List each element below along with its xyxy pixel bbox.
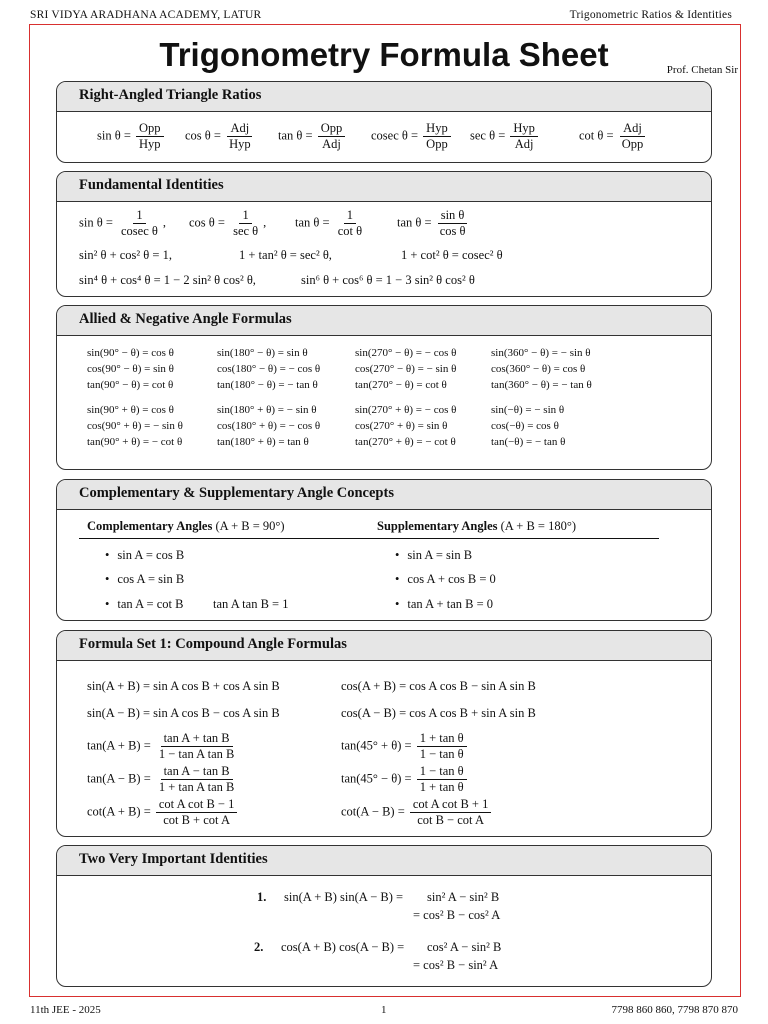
reciprocal-1 <box>79 208 166 239</box>
ratio-2 <box>185 121 256 152</box>
ratio-3-frac <box>318 121 346 152</box>
allied-heading: Allied & Negative Angle Formulas <box>57 306 711 336</box>
compound-frac-2-1-frac <box>156 764 237 795</box>
compound-frac-3-2-frac <box>410 797 491 828</box>
compound-box <box>56 630 712 837</box>
comp-item-2: • cos A = sin B <box>105 572 184 587</box>
ratio-3 <box>278 121 347 152</box>
ratios-content <box>57 112 711 162</box>
compound-frac-1-1-frac-num: tan A + tan B <box>161 731 233 747</box>
supp-item-2: • cos A + cos B = 0 <box>395 572 496 587</box>
allied-minus-r1-c1: sin(90° − θ) = cos θ <box>87 347 174 359</box>
comp-extra: tan A tan B = 1 <box>213 597 289 611</box>
reciprocal-1-tail: , <box>162 215 166 230</box>
footer-class: 11th JEE - 2025 <box>30 1004 101 1016</box>
ratio-6-frac <box>619 121 647 152</box>
reciprocal-4-frac <box>437 208 469 239</box>
ratios-box <box>56 81 712 163</box>
allied-plus-r3-c4: tan(−θ) = − tan θ <box>491 436 566 448</box>
ratio-2-lhs: cos θ = <box>185 128 225 143</box>
compound-frac-2-2-lhs: tan(45° − θ) = <box>341 771 415 786</box>
compound-frac-3-1-lhs: cot(A + B) = <box>87 804 154 819</box>
allied-plus-r2-c2: cos(180° + θ) = − cos θ <box>217 420 321 432</box>
reciprocal-3-frac <box>335 208 365 239</box>
ratio-4-lhs: cosec θ = <box>371 128 422 143</box>
compound-frac-1-1-frac <box>156 731 237 762</box>
reciprocal-4-lhs: tan θ = <box>397 215 435 230</box>
allied-plus-r3-c2: tan(180° + θ) = tan θ <box>217 436 309 448</box>
ratio-1-frac-den: Hyp <box>139 137 161 151</box>
fundamental-heading: Fundamental Identities <box>57 172 711 202</box>
ratio-6-frac-den: Opp <box>621 137 644 151</box>
ratio-5-frac-den: Adj <box>514 137 534 151</box>
reciprocal-2 <box>189 208 266 239</box>
comp-item-1: • sin A = cos B <box>105 548 184 563</box>
allied-plus-r2-c3: cos(270° + θ) = sin θ <box>355 420 448 432</box>
compound-frac-3-1 <box>87 797 239 828</box>
allied-minus-r2-c1: cos(90° − θ) = sin θ <box>87 363 174 375</box>
compound-frac-1-1 <box>87 731 239 762</box>
important-2-number: 2. <box>254 940 264 954</box>
allied-minus-r3-c2: tan(180° − θ) = − tan θ <box>217 379 318 391</box>
ratio-6 <box>579 121 648 152</box>
reciprocal-2-frac-num: 1 <box>239 208 251 224</box>
compound-frac-3-1-frac <box>156 797 237 828</box>
allied-minus-r2-c4: cos(360° − θ) = cos θ <box>491 363 586 375</box>
important-heading: Two Very Important Identities <box>57 846 711 876</box>
ratio-2-frac-den: Hyp <box>229 137 251 151</box>
compound-line-2-2: cos(A − B) = cos A cos B + sin A sin B <box>341 706 536 720</box>
reciprocal-1-lhs: sin θ = <box>79 215 116 230</box>
reciprocal-1-frac <box>118 208 161 239</box>
compound-frac-1-2 <box>341 731 469 762</box>
compound-frac-2-1-frac-num: tan A − tan B <box>161 764 233 780</box>
reciprocal-2-tail: , <box>263 215 267 230</box>
compsupp-content <box>57 510 711 620</box>
allied-plus-r3-c1: tan(90° + θ) = − cot θ <box>87 436 183 448</box>
comp-item-3: • tan A = cot B <box>105 597 183 612</box>
table-rule <box>79 538 659 539</box>
important-1-rhs1: sin² A − sin² B <box>427 890 500 904</box>
reciprocal-2-frac-den: sec θ <box>233 224 259 238</box>
reciprocal-2-frac <box>230 208 261 239</box>
allied-minus-r1-c2: sin(180° − θ) = sin θ <box>217 347 308 359</box>
ratio-5-frac <box>510 121 538 152</box>
complementary-title: Complementary Angles (A + B = 90°) <box>87 519 285 533</box>
allied-minus-r2-c3: cos(270° − θ) = − sin θ <box>355 363 457 375</box>
compound-content <box>57 661 711 836</box>
compound-frac-1-2-lhs: tan(45° + θ) = <box>341 738 415 753</box>
compound-frac-2-2-frac-num: 1 − tan θ <box>417 764 467 780</box>
ratio-5-lhs: sec θ = <box>470 128 509 143</box>
reciprocal-4 <box>397 208 470 239</box>
supp-item-3: • tan A + tan B = 0 <box>395 597 493 612</box>
compound-frac-3-2-frac-den: cot B − cot A <box>417 813 484 827</box>
compound-line-1-1: sin(A + B) = sin A cos B + cos A sin B <box>87 679 280 693</box>
reciprocal-1-frac-num: 1 <box>133 208 145 224</box>
important-content <box>57 876 711 986</box>
compound-line-1-2: cos(A + B) = cos A cos B − sin A sin B <box>341 679 536 693</box>
ratios-heading: Right-Angled Triangle Ratios <box>57 82 711 112</box>
ratio-3-frac-num: Opp <box>318 121 346 137</box>
compound-frac-3-2 <box>341 797 493 828</box>
allied-minus-r2-c2: cos(180° − θ) = − cos θ <box>217 363 321 375</box>
allied-minus-r3-c4: tan(360° − θ) = − tan θ <box>491 379 592 391</box>
ratio-1-frac <box>136 121 164 152</box>
ratio-1-lhs: sin θ = <box>97 128 134 143</box>
reciprocal-3-frac-den: cot θ <box>337 224 363 238</box>
allied-content <box>57 336 711 469</box>
allied-plus-r2-c4: cos(−θ) = cos θ <box>491 420 559 432</box>
compound-frac-1-1-lhs: tan(A + B) = <box>87 738 154 753</box>
supp-item-1: • sin A = sin B <box>395 548 472 563</box>
header-school: SRI VIDYA ARADHANA ACADEMY, LATUR <box>30 9 262 21</box>
ratio-1-frac-num: Opp <box>136 121 164 137</box>
ratio-5-frac-num: Hyp <box>510 121 538 137</box>
power-identity-1: sin⁴ θ + cos⁴ θ = 1 − 2 sin² θ cos² θ, <box>79 273 256 287</box>
power-identity-2: sin⁶ θ + cos⁶ θ = 1 − 3 sin² θ cos² θ <box>301 273 475 287</box>
compound-frac-3-2-lhs: cot(A − B) = <box>341 804 408 819</box>
compound-frac-3-2-frac-num: cot A cot B + 1 <box>410 797 491 813</box>
ratio-5 <box>470 121 540 152</box>
important-box <box>56 845 712 987</box>
pythag-1: sin² θ + cos² θ = 1, <box>79 248 172 262</box>
ratio-4-frac <box>423 121 451 152</box>
important-1-rhs2: = cos² B − cos² A <box>413 908 501 922</box>
compound-frac-2-2-frac-den: 1 + tan θ <box>419 780 464 794</box>
author: Prof. Chetan Sir <box>666 64 738 76</box>
ratio-6-frac-num: Adj <box>620 121 645 137</box>
important-2-lhs: cos(A + B) cos(A − B) = <box>281 940 405 954</box>
compsupp-heading: Complementary & Supplementary Angle Concepts <box>57 480 711 510</box>
fundamental-box <box>56 171 712 297</box>
allied-plus-r1-c3: sin(270° + θ) = − cos θ <box>355 404 457 416</box>
footer-page-number: 1 <box>381 1004 387 1016</box>
allied-box <box>56 305 712 470</box>
compound-heading: Formula Set 1: Compound Angle Formulas <box>57 631 711 661</box>
reciprocal-2-lhs: cos θ = <box>189 215 229 230</box>
compound-frac-2-1-lhs: tan(A − B) = <box>87 771 154 786</box>
ratio-4-frac-den: Opp <box>426 137 448 151</box>
reciprocal-3 <box>295 208 367 239</box>
allied-plus-r1-c2: sin(180° + θ) = − sin θ <box>217 404 317 416</box>
allied-minus-r3-c3: tan(270° − θ) = cot θ <box>355 379 447 391</box>
compound-frac-2-2-frac <box>417 764 467 795</box>
ratio-3-frac-den: Adj <box>322 137 341 151</box>
page-title: Trigonometry Formula Sheet <box>159 36 609 73</box>
header-topic: Trigonometric Ratios & Identities <box>569 9 732 21</box>
pythag-3: 1 + cot² θ = cosec² θ <box>401 248 503 262</box>
ratio-4-frac-num: Hyp <box>423 121 451 137</box>
compound-frac-3-1-frac-num: cot A cot B − 1 <box>156 797 237 813</box>
ratio-2-frac <box>226 121 254 152</box>
reciprocal-3-frac-num: 1 <box>344 208 356 224</box>
compound-line-2-1: sin(A − B) = sin A cos B − cos A sin B <box>87 706 280 720</box>
compsupp-box <box>56 479 712 621</box>
compound-frac-3-1-frac-den: cot B + cot A <box>163 813 230 827</box>
compound-frac-1-2-frac-num: 1 + tan θ <box>417 731 467 747</box>
important-1-number: 1. <box>257 890 267 904</box>
ratio-1 <box>97 121 166 152</box>
allied-plus-r1-c1: sin(90° + θ) = cos θ <box>87 404 174 416</box>
reciprocal-1-frac-den: cosec θ <box>121 224 158 238</box>
compound-frac-1-1-frac-den: 1 − tan A tan B <box>158 747 235 761</box>
reciprocal-4-frac-den: cos θ <box>439 224 466 238</box>
compound-frac-1-2-frac <box>417 731 467 762</box>
allied-plus-r1-c4: sin(−θ) = − sin θ <box>491 404 565 416</box>
reciprocal-3-lhs: tan θ = <box>295 215 333 230</box>
compound-frac-2-1-frac-den: 1 + tan A tan B <box>158 780 235 794</box>
supplementary-title: Supplementary Angles (A + B = 180°) <box>377 519 576 533</box>
fundamental-content <box>57 202 711 296</box>
allied-minus-r3-c1: tan(90° − θ) = cot θ <box>87 379 174 391</box>
important-1-lhs: sin(A + B) sin(A − B) = <box>284 890 404 904</box>
compound-frac-2-2 <box>341 764 469 795</box>
ratio-2-frac-num: Adj <box>227 121 252 137</box>
compound-frac-2-1 <box>87 764 239 795</box>
important-2-rhs2: = cos² B − sin² A <box>413 958 499 972</box>
allied-plus-r3-c3: tan(270° + θ) = − cot θ <box>355 436 456 448</box>
reciprocal-4-frac-num: sin θ <box>438 208 468 224</box>
allied-minus-r1-c4: sin(360° − θ) = − sin θ <box>491 347 591 359</box>
ratio-4 <box>371 121 453 152</box>
ratio-6-lhs: cot θ = <box>579 128 617 143</box>
footer-phone: 7798 860 860, 7798 870 870 <box>611 1004 738 1016</box>
allied-minus-r1-c3: sin(270° − θ) = − cos θ <box>355 347 457 359</box>
pythag-2: 1 + tan² θ = sec² θ, <box>239 248 332 262</box>
ratio-3-lhs: tan θ = <box>278 128 316 143</box>
compound-frac-1-2-frac-den: 1 − tan θ <box>419 747 464 761</box>
important-2-rhs1: cos² A − sin² B <box>427 940 502 954</box>
allied-plus-r2-c1: cos(90° + θ) = − sin θ <box>87 420 183 432</box>
